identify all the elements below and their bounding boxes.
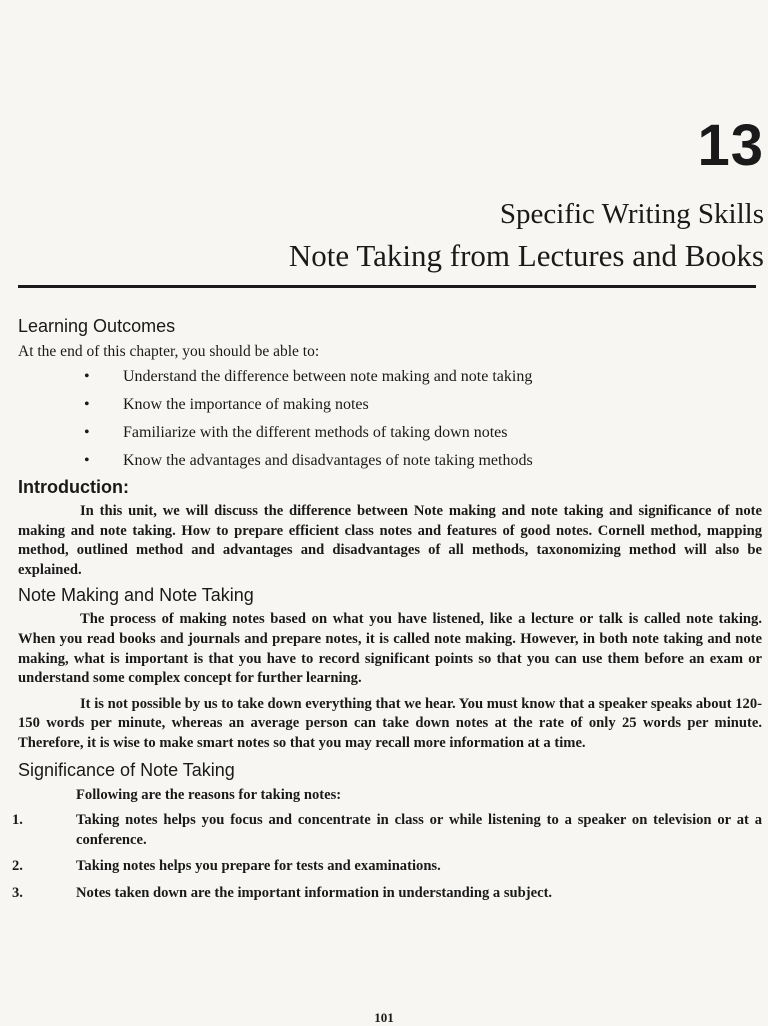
learning-outcomes-heading: Learning Outcomes [18,316,176,336]
chapter-number: 13 [697,113,764,178]
bullet-icon: • [84,368,90,385]
note-making-heading: Note Making and Note Taking [18,585,254,606]
bullet-icon: • [84,424,90,441]
chapter-content [12,316,762,911]
list-item: 2. Taking notes helps you prepare for tests and examinations. [18,857,762,877]
chapter-title-line1: Specific Writing Skills [499,198,764,230]
significance-heading: Significance of Note Taking [18,759,235,780]
bullet-icon: • [84,396,90,413]
list-number: 3. [12,884,23,901]
list-item: 3. Notes taken down are the important information in understanding a subject. [18,884,762,904]
learning-outcomes-section [18,316,762,475]
list-item: • Know the importance of making notes [18,391,762,419]
chapter-title-line2: Note Taking from Lectures and Books [288,238,764,273]
significance-intro: Following are the reasons for taking notes: [76,786,342,803]
list-item: • Know the advantages and disadvantages of note taking methods [18,447,762,475]
introduction-paragraph: In this unit, we will discuss the difference between Note making and note taking and significance of note making and note taking. How to prepare efficient class notes and features of good notes. Cornell method, mapping method, outlined method and advantages and disadvantages of all methods, taxonomizing method will also be explained. [18,503,762,578]
note-making-paragraph-2: It is not possible by us to take down everything that we hear. You must know that a speaker speaks about 120-150 words per minute, whereas an average person can take down notes at the rate of only 25 words per minute. Therefore, it is wise to make smart notes so that you may recall more information at a time. [18,695,762,751]
note-making-section [18,585,762,753]
title-divider [18,285,756,288]
introduction-section [18,477,762,580]
list-item: • Understand the difference between note making and note taking [18,363,762,391]
list-item: • Familiarize with the different methods of taking down notes [18,419,762,447]
list-number: 1. [12,812,23,829]
learning-outcomes-list [18,363,762,475]
list-item: 1. Taking notes helps you focus and concentrate in class or while listening to a speaker on television or at a conference. [12,812,762,848]
note-making-paragraph-1: The process of making notes based on what you have listened, like a lecture or talk is called note taking. When you read books and journals and prepare notes, it is called note making. However, in both note taking and note making, what is important is that you have to record significant points so that you can use them before an exam or understand some complex concept for further learning. [18,611,762,687]
page-number: 101 [374,1010,394,1025]
list-number: 2. [12,858,23,875]
bullet-icon: • [84,452,90,469]
introduction-heading: Introduction: [18,477,129,497]
significance-section [12,759,762,904]
learning-outcomes-intro: At the end of this chapter, you should be able to: [18,343,320,360]
significance-list [12,811,762,903]
